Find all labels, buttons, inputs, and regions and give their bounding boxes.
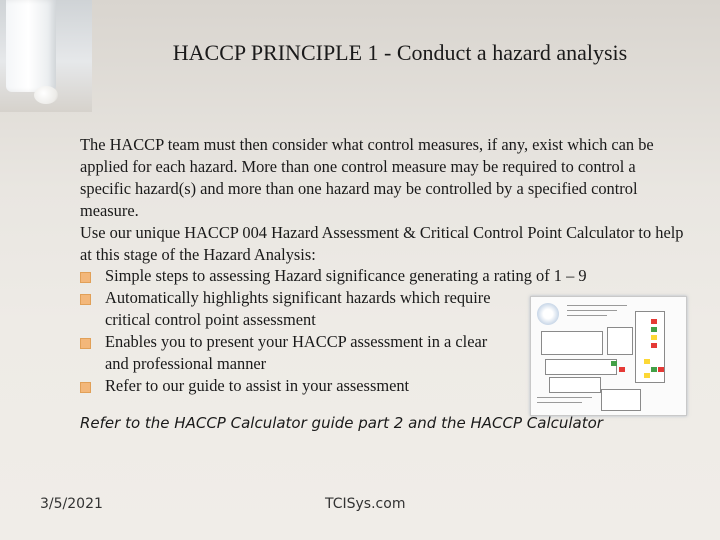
bullet-item: [80, 265, 690, 287]
square-bullet-icon: [80, 272, 91, 283]
paragraph-control-measures: The HACCP team must then consider what control measures, if any, exist which can be applied for each hazard. More than one control measure may be required to control a specific hazard(s) and more than one hazard may be controlled by a specified control measure.: [80, 135, 654, 220]
bullet-text: Simple steps to assessing Hazard significance generating a rating of 1 – 9: [105, 266, 587, 286]
calculator-screenshot-thumbnail: [530, 296, 687, 416]
footer-site: TCISys.com: [325, 496, 406, 512]
calculator-guide-reference: Refer to the HACCP Calculator guide part 2 and the HACCP Calculator: [80, 414, 603, 432]
milk-glass-image: [6, 0, 56, 92]
square-bullet-icon: [80, 294, 91, 305]
square-bullet-icon: [80, 382, 91, 393]
bullet-text: Enables you to present your HACCP assessment in a clear and professional manner: [105, 332, 488, 374]
paragraph-calculator: Use our unique HACCP 004 Hazard Assessment & Critical Control Point Calculator to help at this stage of the Hazard Analysis:: [80, 222, 684, 264]
milk-glass-photo: [0, 0, 92, 112]
bullet-text: Refer to our guide to assist in your assessment: [105, 375, 410, 395]
bullet-text: Automatically highlights significant hazards which require critical control point assessment: [105, 288, 491, 330]
logo-circle: [537, 303, 559, 325]
footer-date: 3/5/2021: [40, 496, 103, 512]
square-bullet-icon: [80, 338, 91, 349]
slide-title: HACCP PRINCIPLE 1 - Conduct a hazard analysis: [172, 40, 628, 65]
egg-image: [34, 86, 58, 104]
